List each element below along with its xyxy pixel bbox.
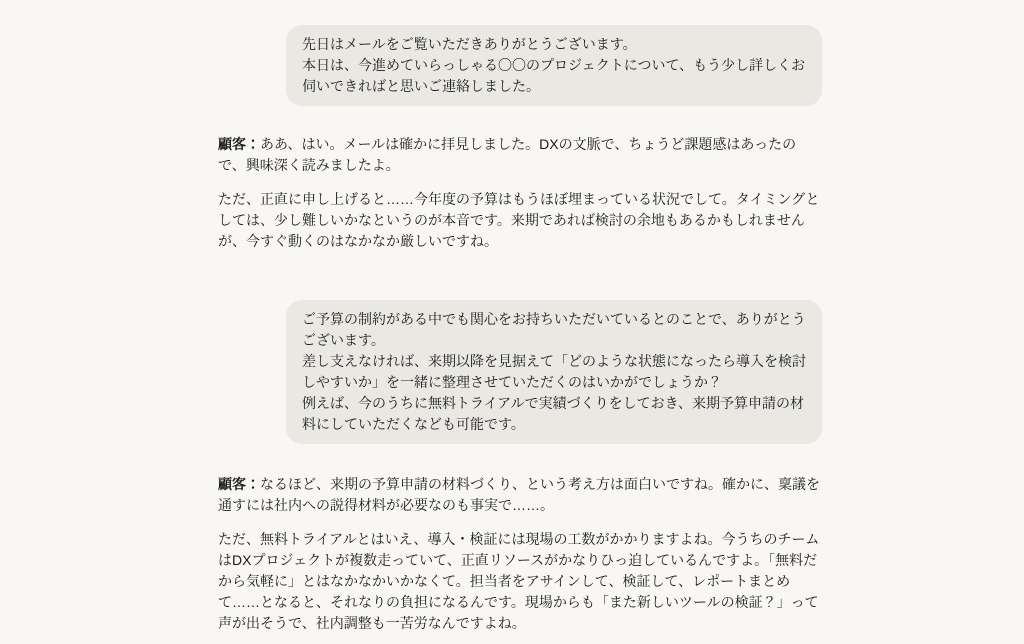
message-line: 先日はメールをご覧いただきありがとうございます。 (302, 36, 637, 52)
assistant-paragraph (218, 474, 822, 516)
message-line: 差し支えなければ、来期以降を見据えて「どのような状態になったら導入を検討しやすいか」を一緒に整理させていただくのはいかがでしょうか？ (302, 353, 806, 390)
message-line: ご予算の制約がある中でも関心をお持ちいただいているとのことで、ありがとうございます。 (302, 311, 806, 348)
user-message-bubble (286, 25, 822, 106)
user-message (218, 300, 822, 444)
user-message (218, 25, 822, 106)
message-line: 例えば、今のうちに無料トライアルで実績づくりをしておき、来期予算申請の材料にしていただくなども可能です。 (302, 395, 805, 432)
message-line: 本日は、今進めていらっしゃる〇〇のプロジェクトについて、もう少し詳しくお伺いできればと思いご連絡しました。 (302, 57, 806, 94)
paragraph-text: ただ、無料トライアルとはいえ、導入・検証には現場の工数がかかりますよね。今うちのチームはDXプロジェクトが複数走っていて、正直リソースがかなりひっ迫しているんですよ。「無料だから気軽に」とはなかなかいかなくて。担当者をアサインして、検証して、レポートまとめて……となると、それなりの負担になるんです。現場からも「また新しいツールの検証？」って声が出そうで、社内調整も一苦労なんですよね。 (218, 531, 820, 631)
speaker-label: 顧客： (218, 136, 260, 152)
paragraph-text: ああ、はい。メールは確かに拝見しました。DXの文脈で、ちょうど課題感はあったので、興味深く読みましたよ。 (218, 136, 797, 173)
assistant-message (218, 134, 822, 252)
assistant-paragraph (218, 529, 822, 634)
speaker-label: 顧客： (218, 476, 260, 492)
user-message-bubble (286, 300, 822, 444)
assistant-message (218, 474, 822, 634)
paragraph-text: なるほど、来期の予算申請の材料づくり、という考え方は面白いですね。確かに、稟議を通すには社内への説得材料が必要なのも事実で……。 (218, 476, 820, 513)
assistant-paragraph (218, 189, 822, 252)
conversation (218, 0, 822, 634)
assistant-paragraph (218, 134, 822, 176)
paragraph-text: ただ、正直に申し上げると……今年度の予算はもうほぼ埋まっている状況でして。タイミングとしては、少し難しいかなというのが本音です。来期であれば検討の余地もあるかもしれませんが、今すぐ動くのはなかなか厳しいですね。 (218, 191, 820, 249)
